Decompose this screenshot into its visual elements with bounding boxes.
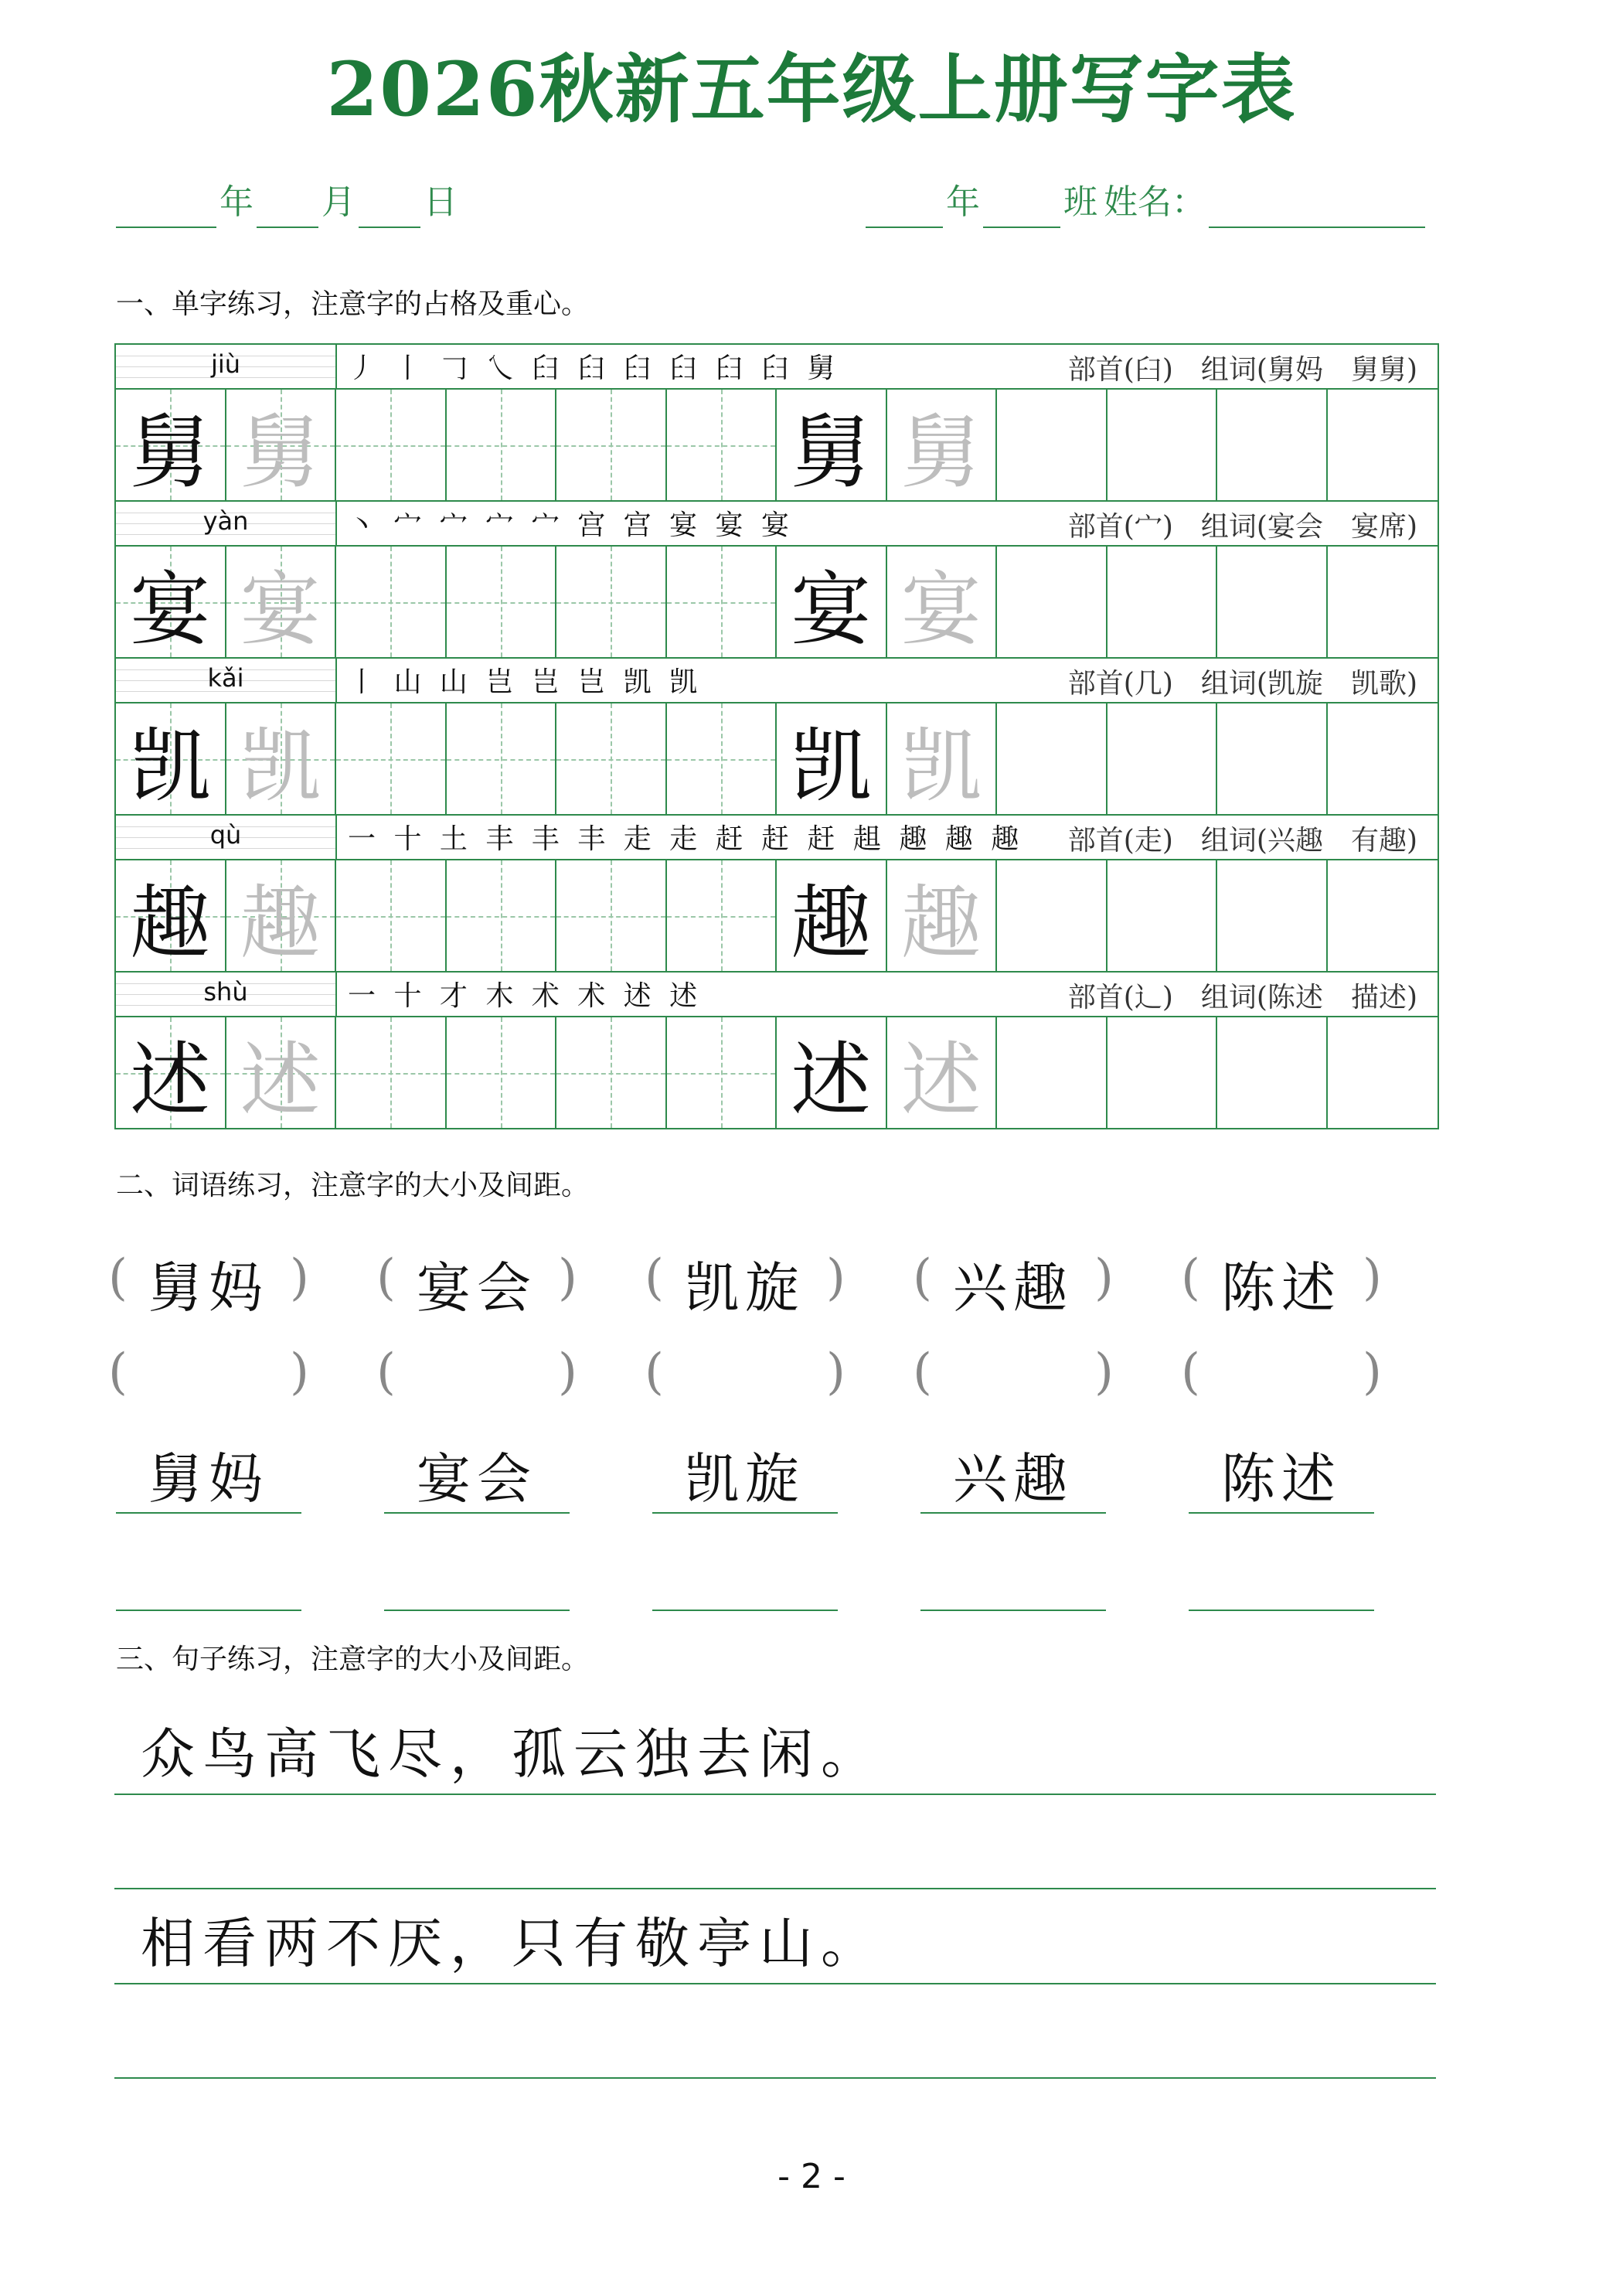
model-character: 趣 bbox=[130, 875, 211, 970]
writing-cell[interactable] bbox=[1328, 1017, 1438, 1128]
word-with-parens: ( 舅妈 ) bbox=[116, 1245, 301, 1306]
model-character: 舅 bbox=[791, 404, 872, 499]
writing-cell[interactable] bbox=[336, 390, 447, 500]
writing-cell[interactable] bbox=[997, 1017, 1108, 1128]
pinyin-label: kǎi bbox=[207, 663, 244, 693]
word-blank-line[interactable] bbox=[1189, 1543, 1374, 1611]
radical-label: 部首(辶) bbox=[1067, 982, 1173, 1013]
stroke-order: 丶 宀 宀 宀 宀 宫 宫 宴 宴 宴 bbox=[348, 509, 794, 541]
writing-cell[interactable] bbox=[556, 547, 667, 657]
model-cell bbox=[116, 390, 226, 500]
writing-cell[interactable] bbox=[1328, 390, 1438, 500]
word-with-parens: ( 兴趣 ) bbox=[920, 1245, 1106, 1306]
model-cell bbox=[116, 860, 226, 971]
writing-cell[interactable] bbox=[336, 1017, 447, 1128]
model-cell bbox=[777, 1017, 887, 1128]
sentence-line bbox=[114, 1701, 1436, 1795]
year-label: 年 bbox=[219, 182, 253, 222]
word-blank-line[interactable] bbox=[384, 1543, 570, 1611]
radical-and-words bbox=[1068, 348, 1417, 387]
writing-cell[interactable] bbox=[1108, 547, 1218, 657]
word-line bbox=[1189, 1446, 1374, 1514]
month-label: 月 bbox=[322, 182, 356, 222]
trace-cell[interactable] bbox=[226, 703, 337, 814]
pinyin-cell bbox=[116, 345, 337, 388]
model-cell bbox=[116, 547, 226, 657]
model-cell bbox=[116, 1017, 226, 1128]
writing-cell[interactable] bbox=[667, 703, 777, 814]
model-character: 趣 bbox=[791, 875, 872, 970]
writing-cell[interactable] bbox=[1108, 860, 1218, 971]
word-examples: 组词(舅妈 舅舅) bbox=[1200, 354, 1417, 386]
trace-cell[interactable] bbox=[226, 860, 337, 971]
pinyin-blank-parens[interactable]: ( ) bbox=[913, 1344, 1114, 1401]
radical-and-words bbox=[1068, 662, 1417, 701]
word-examples: 组词(陈述 描述) bbox=[1200, 982, 1417, 1013]
section-two-heading: 二、词语练习，注意字的大小及间距。 bbox=[116, 1170, 590, 1201]
word-line bbox=[384, 1446, 570, 1514]
model-cell bbox=[777, 703, 887, 814]
writing-cell[interactable] bbox=[1217, 547, 1328, 657]
stroke-order: 丨 山 山 岂 岂 岂 凯 凯 bbox=[348, 666, 703, 698]
class-label: 班 bbox=[1063, 182, 1097, 222]
pinyin-blank-parens[interactable]: ( ) bbox=[1181, 1344, 1382, 1401]
sentence-blank-line[interactable] bbox=[114, 1984, 1436, 2079]
writing-cell[interactable] bbox=[1108, 703, 1218, 814]
writing-cell[interactable] bbox=[667, 1017, 777, 1128]
writing-cell[interactable] bbox=[336, 860, 447, 971]
word-examples: 组词(兴趣 有趣) bbox=[1200, 825, 1417, 857]
model-character: 述 bbox=[130, 1032, 211, 1127]
writing-cell[interactable] bbox=[447, 860, 557, 971]
word-line bbox=[116, 1446, 301, 1514]
writing-cell[interactable] bbox=[1328, 860, 1438, 971]
trace-cell[interactable] bbox=[887, 703, 998, 814]
pinyin-label: jiù bbox=[210, 349, 241, 379]
writing-cell[interactable] bbox=[447, 547, 557, 657]
radical-and-words bbox=[1068, 819, 1417, 858]
model-character: 宴 bbox=[791, 561, 872, 656]
pinyin-label: yàn bbox=[202, 506, 249, 536]
name-label: 姓名： bbox=[1104, 182, 1206, 222]
word-text: 舅妈 bbox=[148, 1447, 269, 1511]
writing-cell[interactable] bbox=[1217, 390, 1328, 500]
trace-character: 趣 bbox=[900, 875, 982, 970]
year-blank[interactable] bbox=[116, 182, 216, 228]
trace-character: 宴 bbox=[900, 561, 982, 656]
stroke-order: 一 十 才 木 术 术 述 述 bbox=[348, 980, 703, 1012]
trace-cell[interactable] bbox=[226, 390, 337, 500]
word-line bbox=[920, 1446, 1106, 1514]
model-character: 舅 bbox=[130, 404, 211, 499]
writing-cell[interactable] bbox=[556, 860, 667, 971]
section-one-heading: 一、单字练习，注意字的占格及重心。 bbox=[116, 288, 590, 320]
month-blank[interactable] bbox=[257, 182, 318, 228]
writing-cell[interactable] bbox=[667, 547, 777, 657]
char-writing-row bbox=[116, 390, 1438, 502]
model-character: 凯 bbox=[130, 718, 211, 813]
pinyin-label: qù bbox=[209, 820, 242, 850]
word-with-parens: ( 凯旋 ) bbox=[652, 1245, 838, 1306]
writing-cell[interactable] bbox=[447, 390, 557, 500]
radical-label: 部首(几) bbox=[1067, 668, 1173, 700]
trace-cell[interactable] bbox=[887, 547, 998, 657]
model-character: 凯 bbox=[791, 718, 872, 813]
word-text: 宴会 bbox=[417, 1256, 537, 1320]
sentence-line bbox=[114, 1890, 1436, 1984]
writing-cell[interactable] bbox=[1217, 703, 1328, 814]
trace-cell[interactable] bbox=[226, 1017, 337, 1128]
writing-cell[interactable] bbox=[1328, 703, 1438, 814]
trace-cell[interactable] bbox=[887, 860, 998, 971]
word-text: 陈述 bbox=[1221, 1256, 1342, 1320]
word-text: 兴趣 bbox=[953, 1447, 1073, 1511]
radical-label: 部首(走) bbox=[1067, 825, 1173, 857]
pinyin-cell bbox=[116, 973, 337, 1016]
sentence-text: 相看两不厌，只有敬亭山。 bbox=[141, 1912, 883, 1975]
writing-cell[interactable] bbox=[667, 390, 777, 500]
writing-cell[interactable] bbox=[997, 703, 1108, 814]
grade-label: 年 bbox=[946, 182, 980, 222]
writing-cell[interactable] bbox=[556, 1017, 667, 1128]
pinyin-blank-parens[interactable]: ( ) bbox=[645, 1344, 846, 1401]
char-writing-row bbox=[116, 703, 1438, 816]
writing-cell[interactable] bbox=[1217, 1017, 1328, 1128]
pinyin-label: shù bbox=[203, 977, 248, 1007]
pinyin-cell bbox=[116, 659, 337, 702]
word-line bbox=[652, 1446, 838, 1514]
stroke-order: 丿 丨 𠃌 乀 𦥑 𦥑 𦥑 𦥑 𦥑 𦥑 舅 bbox=[348, 353, 840, 384]
writing-cell[interactable] bbox=[447, 703, 557, 814]
model-cell bbox=[777, 547, 887, 657]
pinyin-cell bbox=[116, 816, 337, 859]
pinyin-blank-parens[interactable]: ( ) bbox=[376, 1344, 577, 1401]
writing-cell[interactable] bbox=[336, 547, 447, 657]
page-title: 2026秋新五年级上册写字表 bbox=[326, 46, 1297, 133]
writing-cell[interactable] bbox=[1217, 860, 1328, 971]
radical-and-words bbox=[1068, 976, 1417, 1015]
word-text: 宴会 bbox=[417, 1447, 537, 1511]
student-line bbox=[866, 174, 1425, 228]
writing-cell[interactable] bbox=[1108, 1017, 1218, 1128]
pinyin-blank-parens[interactable]: ( ) bbox=[108, 1344, 309, 1401]
word-examples: 组词(凯旋 凯歌) bbox=[1200, 668, 1417, 700]
writing-cell[interactable] bbox=[1108, 390, 1218, 500]
trace-cell[interactable] bbox=[226, 547, 337, 657]
model-cell bbox=[777, 390, 887, 500]
char-info-row bbox=[116, 973, 1438, 1017]
sentence-text: 众鸟高飞尽，孤云独去闲。 bbox=[141, 1722, 883, 1786]
character-practice-grid bbox=[114, 343, 1439, 1129]
day-blank[interactable] bbox=[359, 182, 420, 228]
trace-character: 述 bbox=[240, 1032, 321, 1127]
trace-character: 凯 bbox=[900, 718, 982, 813]
trace-character: 舅 bbox=[900, 404, 982, 499]
writing-cell[interactable] bbox=[556, 390, 667, 500]
writing-cell[interactable] bbox=[556, 703, 667, 814]
grade-blank[interactable] bbox=[866, 182, 943, 228]
char-info-row bbox=[116, 659, 1438, 703]
word-with-parens: ( 陈述 ) bbox=[1189, 1245, 1374, 1306]
page-number: - 2 - bbox=[777, 2157, 846, 2196]
writing-cell[interactable] bbox=[997, 860, 1108, 971]
radical-label: 部首(臼) bbox=[1067, 354, 1173, 386]
day-label: 日 bbox=[424, 182, 458, 222]
char-info-row bbox=[116, 502, 1438, 547]
word-text: 凯旋 bbox=[685, 1256, 805, 1320]
trace-cell[interactable] bbox=[887, 390, 998, 500]
trace-character: 舅 bbox=[240, 404, 321, 499]
radical-label: 部首(宀) bbox=[1067, 511, 1173, 543]
word-text: 陈述 bbox=[1221, 1447, 1342, 1511]
trace-character: 凯 bbox=[240, 718, 321, 813]
writing-cell[interactable] bbox=[667, 860, 777, 971]
sentence-blank-line[interactable] bbox=[114, 1795, 1436, 1889]
word-blank-line[interactable] bbox=[652, 1543, 838, 1611]
trace-character: 述 bbox=[900, 1032, 982, 1127]
class-blank[interactable] bbox=[983, 182, 1060, 228]
char-writing-row bbox=[116, 1017, 1438, 1128]
stroke-order: 一 十 土 丰 丰 丰 走 走 赶 赶 赶 趄 趣 趣 趣 bbox=[348, 823, 1024, 855]
writing-cell[interactable] bbox=[447, 1017, 557, 1128]
model-character: 述 bbox=[791, 1032, 872, 1127]
date-line bbox=[116, 174, 461, 228]
name-blank[interactable] bbox=[1209, 182, 1425, 228]
pinyin-cell bbox=[116, 502, 337, 545]
model-character: 宴 bbox=[130, 561, 211, 656]
trace-character: 趣 bbox=[240, 875, 321, 970]
char-writing-row bbox=[116, 547, 1438, 659]
section-three-heading: 三、句子练习，注意字的大小及间距。 bbox=[116, 1644, 590, 1675]
word-with-parens: ( 宴会 ) bbox=[384, 1245, 570, 1306]
model-cell bbox=[116, 703, 226, 814]
writing-cell[interactable] bbox=[997, 390, 1108, 500]
char-info-row bbox=[116, 345, 1438, 390]
model-cell bbox=[777, 860, 887, 971]
char-info-row bbox=[116, 816, 1438, 860]
word-text: 舅妈 bbox=[148, 1256, 269, 1320]
char-writing-row bbox=[116, 860, 1438, 973]
word-blank-line[interactable] bbox=[920, 1543, 1106, 1611]
trace-cell[interactable] bbox=[887, 1017, 998, 1128]
writing-cell[interactable] bbox=[997, 547, 1108, 657]
trace-character: 宴 bbox=[240, 561, 321, 656]
word-text: 凯旋 bbox=[685, 1447, 805, 1511]
word-text: 兴趣 bbox=[953, 1256, 1073, 1320]
word-blank-line[interactable] bbox=[116, 1543, 301, 1611]
writing-cell[interactable] bbox=[336, 703, 447, 814]
radical-and-words bbox=[1068, 505, 1417, 544]
writing-cell[interactable] bbox=[1328, 547, 1438, 657]
word-examples: 组词(宴会 宴席) bbox=[1200, 511, 1417, 543]
